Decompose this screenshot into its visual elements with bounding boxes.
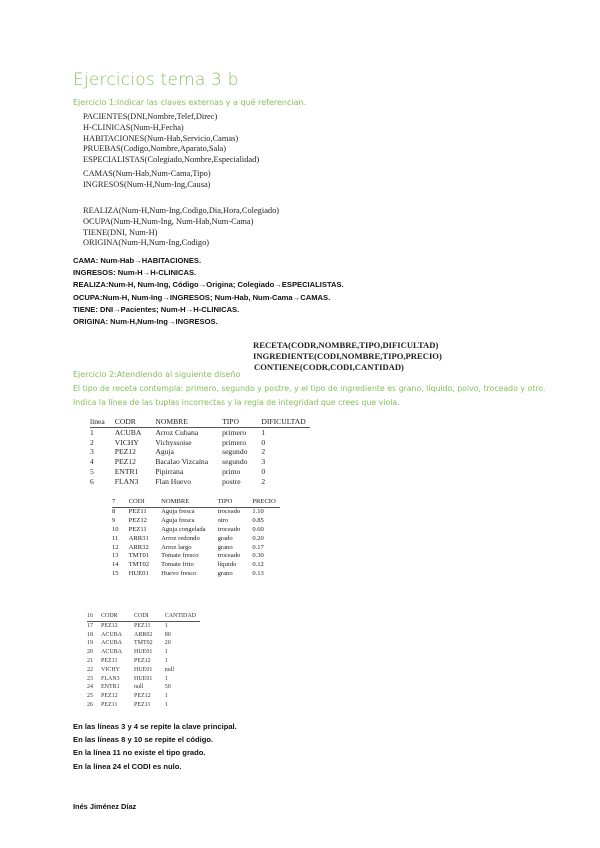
table-cell: Pipirrana <box>155 466 184 476</box>
table-cell: FLAN3 <box>101 675 120 682</box>
table-cell: 0.17 <box>252 543 264 551</box>
table-cell: 15 <box>112 570 119 578</box>
table-cell: PEZ11 <box>101 701 118 708</box>
header-cell: 16 <box>87 612 101 621</box>
table-cell: 23 <box>87 675 93 682</box>
table-row <box>87 657 200 666</box>
table-row <box>87 675 200 684</box>
schema-line: TIENE(DNI, Num-H) <box>83 227 158 237</box>
answer-line: CAMA: Num-Hab→HABITACIONES. <box>73 256 202 265</box>
table-cell: PEZ12 <box>114 447 136 457</box>
contiene-table <box>87 612 200 710</box>
answer-line: REALIZA:Num-H, Num-Ing, Código→Origina; Colegiado→ESPECIALISTAS. <box>73 280 344 290</box>
table-cell: 2 <box>261 447 266 457</box>
conclusion-line: En las líneas 3 y 4 se repite la clave principal. <box>73 722 237 731</box>
table-cell: HUE01 <box>128 570 149 578</box>
table-cell: primero <box>222 427 247 437</box>
exercise-1-heading: Ejercicio 1:Indicar las claves externas y a qué referencian. <box>73 98 307 107</box>
table-cell: segundo <box>222 447 248 457</box>
answer-line: ORIGINA: Num-H,Num-Ing→INGRESOS. <box>73 317 218 327</box>
relation-receta: RECETA(CODR,NOMBRE,TIPO,DIFICULTAD) <box>253 340 439 350</box>
table-cell: 1 <box>90 427 94 437</box>
header-cell: 7 <box>112 498 129 507</box>
table-row <box>90 477 310 487</box>
table-cell: 6 <box>90 476 94 486</box>
exercise-2-heading: Ejercicio 2:Atendiendo al siguiente diseño <box>73 370 241 379</box>
relation-contiene: CONTIENE(CODR,CODI,CANTIDAD) <box>254 362 404 372</box>
conclusion-line: En la línea 24 el CODI es nulo. <box>73 761 182 771</box>
table-cell: ARR32 <box>128 543 149 551</box>
schema-line: ORIGINA(Num-H,Num-Ing,Codigo) <box>83 238 210 248</box>
table-cell: PEZ11 <box>134 622 151 629</box>
header-cell: TIPO <box>222 417 261 427</box>
table-row <box>90 427 310 437</box>
author-name: Inés Jiménez Díaz <box>73 802 137 811</box>
table-cell: PEZ11 <box>128 525 147 533</box>
table-cell: 2 <box>261 476 266 486</box>
header-cell: línea <box>90 417 115 427</box>
table-cell: 11 <box>112 534 119 542</box>
table-cell: PEZ11 <box>134 701 151 708</box>
table-cell: líquido <box>217 561 237 569</box>
table-cell: Aguja fresca <box>161 516 195 524</box>
table-cell: 26 <box>87 701 93 708</box>
table-cell: TMT02 <box>128 561 150 569</box>
table-cell: null <box>164 666 175 673</box>
table-row <box>87 683 200 692</box>
table-cell: Aguja congelada <box>161 525 206 533</box>
table-cell: 24 <box>87 684 93 691</box>
table-cell: 21 <box>87 657 93 664</box>
page-title: Ejercicios tema 3 b <box>73 70 239 90</box>
table-cell: 3 <box>90 447 94 457</box>
table-cell: 20 <box>164 640 171 647</box>
table-cell: otro <box>217 516 229 524</box>
schema-line: HABITACIONES(Num-Hab,Servicio,Camas) <box>83 133 239 143</box>
table-row <box>87 648 200 657</box>
table-row <box>87 621 200 630</box>
table-cell: grado <box>217 534 233 542</box>
table-row <box>112 507 280 516</box>
ingrediente-table <box>112 498 280 579</box>
table-cell: null <box>134 684 144 691</box>
schema-block-1 <box>83 112 259 166</box>
table-cell: grano <box>217 543 233 551</box>
table-cell: 50 <box>164 684 171 691</box>
table-header-row <box>87 612 200 621</box>
table-cell: 80 <box>164 631 171 638</box>
table-row <box>90 447 310 457</box>
table-row <box>90 438 310 448</box>
table-row <box>87 639 200 648</box>
table-cell: postre <box>222 476 241 486</box>
header-cell: CODI <box>129 498 162 507</box>
table-row <box>90 457 310 467</box>
schema-line: INGRESOS(Num-H,Num-Ing,Causa) <box>83 179 211 189</box>
table-cell: Vichyssoise <box>155 437 192 447</box>
table-cell: VICHY <box>114 437 139 447</box>
table-cell: Aguja fresca <box>161 507 195 515</box>
table-cell: Arroz Cubana <box>155 427 199 437</box>
table-cell: ARR02 <box>134 631 153 638</box>
table-cell: PEZ12 <box>101 693 118 700</box>
table-cell: Tomate fresco <box>161 552 199 560</box>
table-cell: 4 <box>90 457 94 467</box>
table-cell: 19 <box>87 640 93 647</box>
schema-line: REALIZA(Num-H,Num-Ing,Codigo,Dia,Hora,Colegiado) <box>83 206 280 215</box>
table-cell: 20 <box>87 649 93 656</box>
answer-line: OCUPA:Num-H, Num-Ing→INGRESOS; Num-Hab, Num-Cama→CAMAS. <box>73 292 331 302</box>
conclusion-line: En la línea 11 no existe el tipo grado. <box>73 748 206 758</box>
header-cell: NOMBRE <box>161 498 218 507</box>
table-cell: VICHY <box>101 666 120 673</box>
table-row <box>87 666 200 675</box>
table-cell: 0.13 <box>252 570 264 578</box>
table-cell: 0.12 <box>252 561 264 569</box>
table-cell: 10 <box>112 525 119 533</box>
table-cell: 1 <box>164 701 168 708</box>
table-cell: grano <box>217 570 233 578</box>
table-cell: ARR31 <box>128 534 149 542</box>
table-cell: Flan Huevo <box>155 476 192 486</box>
table-cell: 17 <box>87 622 93 629</box>
table-cell: Bacalao Vizcaína <box>155 457 209 467</box>
table-row <box>112 517 280 526</box>
table-row <box>112 570 280 579</box>
table-cell: 1 <box>164 657 168 664</box>
table-cell: 5 <box>90 466 94 476</box>
table-cell: Arroz redondo <box>161 534 200 542</box>
table-cell: primo <box>222 466 241 476</box>
table-cell: 0.30 <box>252 552 264 560</box>
table-cell: 1 <box>164 622 168 629</box>
table-cell: PEZ12 <box>114 457 136 467</box>
answer-line: INGRESOS: Num-H→H-CLINICAS. <box>73 268 197 278</box>
table-row <box>90 467 310 477</box>
table-row <box>87 692 200 701</box>
table-cell: 1.10 <box>252 507 264 515</box>
table-cell: 1 <box>164 675 168 682</box>
table-cell: troceado <box>217 552 241 560</box>
table-cell: 3 <box>261 457 266 467</box>
schema-line: H-CLINICAS(Num-H,Fecha) <box>83 122 184 132</box>
table-cell: FLAN3 <box>114 476 139 486</box>
table-cell: Huevo fresco <box>161 570 197 578</box>
schema-line: CAMAS(Num-Hab,Num-Cama,Tipo) <box>83 169 211 178</box>
table-cell: primero <box>222 437 247 447</box>
table-cell: HUE01 <box>134 666 153 673</box>
table-cell: 12 <box>112 543 119 551</box>
schema-block-2 <box>83 169 211 191</box>
table-cell: 18 <box>87 631 93 638</box>
exercise-2-paragraph: El tipo de receta contempla: primero, segundo y postre, y el tipo de ingrediente es grano, líquido, polvo, troceado y otro. Indica la línea de las tuplas incorrectas y la regla de integridad que crees que viola. <box>73 384 546 407</box>
header-cell: CANTIDAD <box>165 612 200 621</box>
table-header-row <box>90 417 310 427</box>
table-cell: Tomate frito <box>161 561 194 569</box>
table-cell: ACUBA <box>114 427 142 437</box>
table-cell: PEZ11 <box>128 507 147 515</box>
table-cell: TMT01 <box>128 552 150 560</box>
table-cell: 25 <box>87 693 93 700</box>
table-cell: 0 <box>261 466 266 476</box>
header-cell: CODR <box>115 417 156 427</box>
table-cell: HUE01 <box>134 675 153 682</box>
table-row <box>112 535 280 544</box>
schema-line: PRUEBAS(Codigo,Nombre,Aparato,Sala) <box>83 144 227 154</box>
table-row <box>112 544 280 553</box>
relation-ingrediente: INGREDIENTE(CODI,NOMBRE,TIPO,PRECIO) <box>253 351 442 361</box>
schema-line: OCUPA(Num-H,Num-Ing, Num-Hab,Num-Cama) <box>83 216 254 226</box>
table-cell: 14 <box>112 561 119 569</box>
header-cell: TIPO <box>218 498 253 507</box>
table-cell: PEZ12 <box>134 693 151 700</box>
schema-line: ESPECIALISTAS(Colegiado,Nombre,Especialidad) <box>83 155 260 165</box>
table-row <box>112 561 280 570</box>
table-cell: ACUBA <box>101 649 123 656</box>
header-cell: PRECIO <box>252 498 279 507</box>
table-cell: 0.60 <box>252 525 264 533</box>
table-cell: PEZ12 <box>128 516 147 524</box>
table-cell: 22 <box>87 666 93 673</box>
table-cell: 1 <box>261 427 266 437</box>
conclusion-line: En las líneas 8 y 10 se repite el código. <box>73 735 214 745</box>
receta-table <box>90 417 310 487</box>
table-cell: ACUBA <box>101 631 123 638</box>
table-cell: 9 <box>112 516 116 524</box>
header-cell: DIFICULTAD <box>261 417 309 427</box>
table-cell: 0.20 <box>252 534 264 542</box>
header-cell: CODR <box>101 612 134 621</box>
table-cell: HUE01 <box>134 649 153 656</box>
table-cell: PEZ12 <box>134 657 151 664</box>
table-row <box>112 526 280 535</box>
table-row <box>87 631 200 640</box>
table-header-row <box>112 498 280 507</box>
table-cell: PEZ12 <box>101 622 118 629</box>
header-cell: CODI <box>134 612 165 621</box>
table-row <box>87 701 200 710</box>
header-cell: NOMBRE <box>155 417 222 427</box>
exercise-1-answers <box>73 255 344 328</box>
table-cell: ENTR1 <box>101 684 120 691</box>
schema-block-3 <box>83 206 279 249</box>
schema-line: PACIENTES(DNI,Nombre,Telef,Direc) <box>83 112 218 121</box>
table-cell: TMT02 <box>134 640 153 647</box>
table-cell: 2 <box>90 437 94 447</box>
table-cell: ACUBA <box>101 640 123 647</box>
table-cell: ENTR1 <box>114 466 139 476</box>
table-cell: Aguja <box>155 447 174 457</box>
table-cell: segundo <box>222 457 248 467</box>
exercise-2-conclusions <box>73 720 237 773</box>
table-cell: 13 <box>112 552 119 560</box>
table-cell: troceado <box>217 507 241 515</box>
table-row <box>112 552 280 561</box>
relations-block <box>253 340 442 373</box>
answer-line: TIENE: DNI→Pacientes; Num-H→H-CLINICAS. <box>73 304 240 314</box>
table-cell: 1 <box>164 649 168 656</box>
table-cell: PEZ11 <box>101 657 118 664</box>
table-cell: 1 <box>164 693 168 700</box>
table-cell: Arroz largo <box>161 543 192 551</box>
table-cell: troceado <box>217 525 241 533</box>
table-cell: 8 <box>112 507 116 515</box>
table-cell: 0 <box>261 437 266 447</box>
table-cell: 0.85 <box>252 516 264 524</box>
